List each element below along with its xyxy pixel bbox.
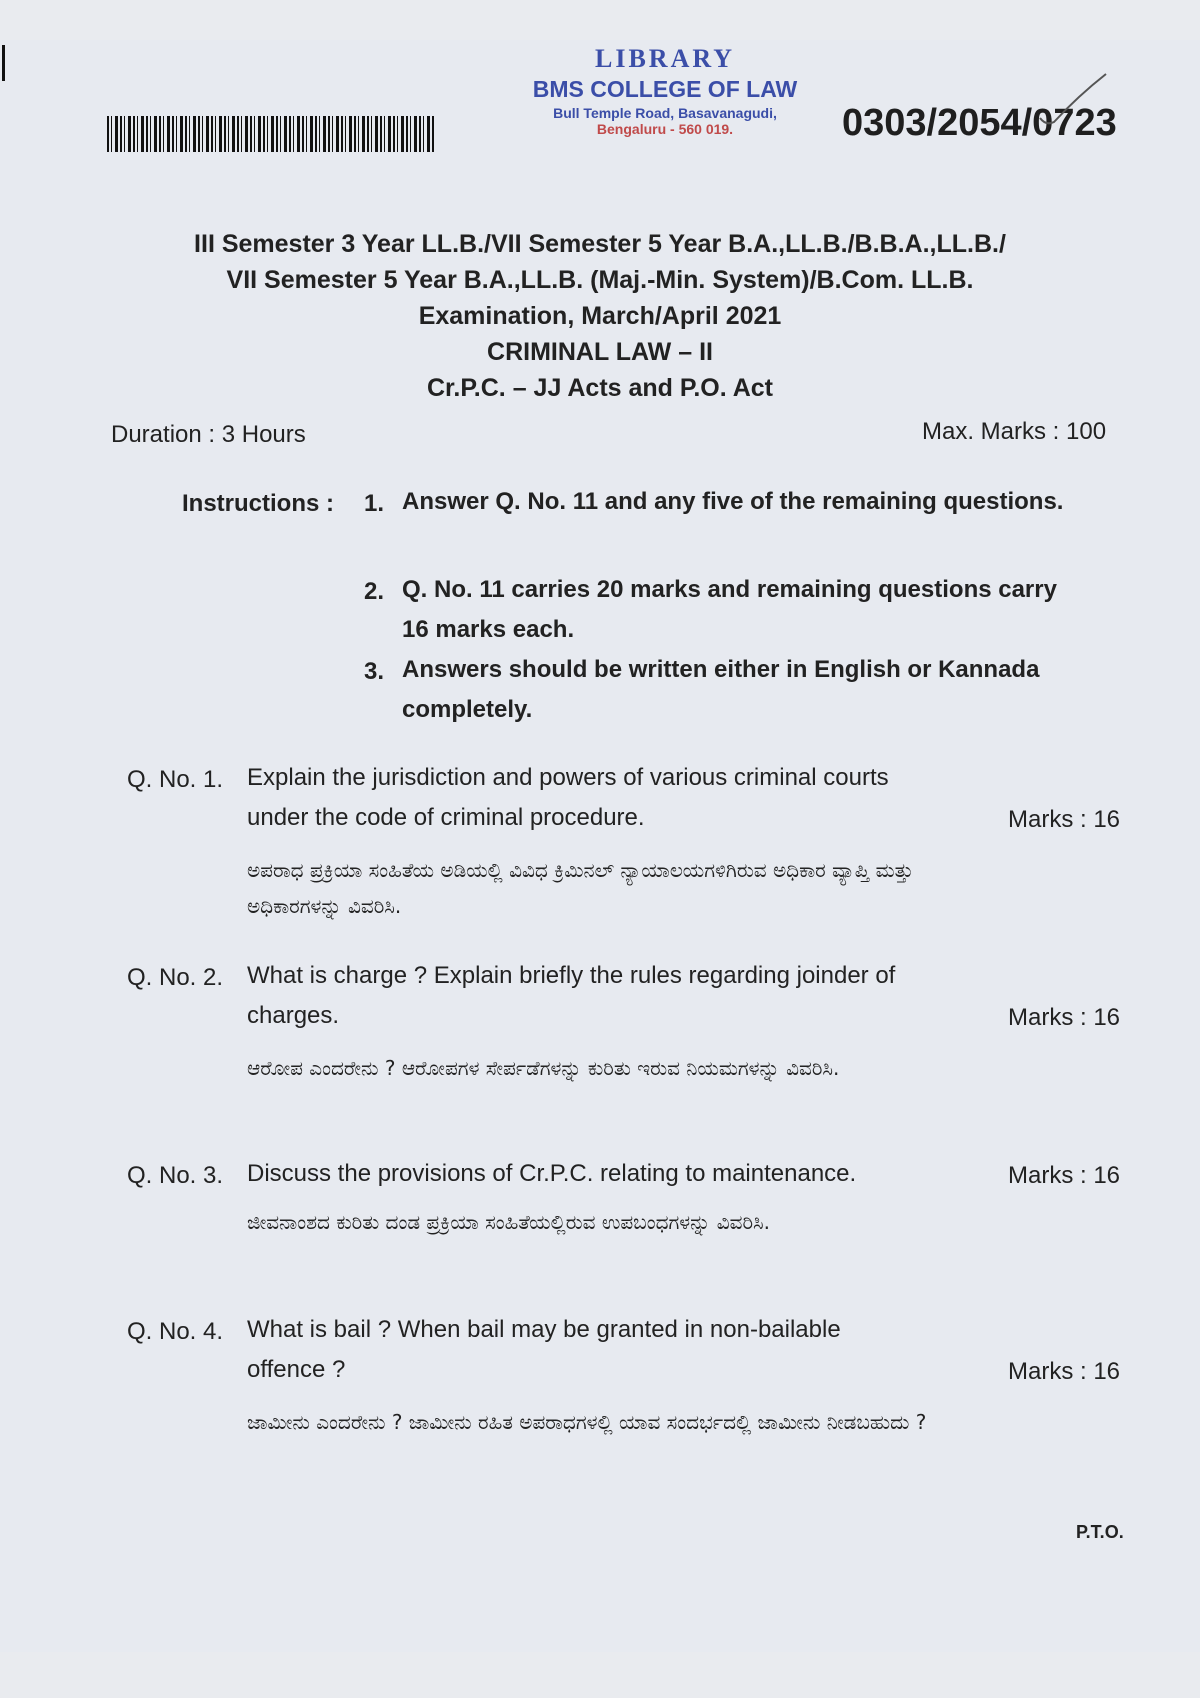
- question-4-line-1: What is bail ? When bail may be granted in non-bailable: [247, 1316, 841, 1343]
- library-stamp: [500, 44, 830, 137]
- instruction-1: [364, 490, 1084, 522]
- paper-code: 0303/2054/0723: [842, 102, 1117, 144]
- instructions-label: Instructions :: [182, 490, 335, 517]
- question-2-kannada: ಆರೋಪ ಎಂದರೇನು ? ಆರೋಪಗಳ ಸೇರ್ಪಡೆಗಳನ್ನು ಕುರಿತು ಇರುವ ನಿಯಮಗಳನ್ನು ವಿವರಿಸಿ.: [247, 1056, 840, 1080]
- question-2-label: Q. No. 2.: [127, 964, 224, 991]
- question-2-line-2: charges.: [247, 1002, 340, 1029]
- header-line-1: III Semester 3 Year LL.B./VII Semester 5 Year B.A.,LL.B./B.B.A.,LL.B./: [194, 230, 1006, 258]
- stamp-address-1: Bull Temple Road, Basavanagudi,: [553, 105, 777, 121]
- question-1-english: [247, 758, 1007, 838]
- instruction-text: Answer Q. No. 11 and any five of the remaining questions.: [402, 488, 1064, 515]
- tick-mark-icon: [1030, 70, 1110, 130]
- question-3-kannada: ಜೀವನಾಂಶದ ಕುರಿತು ದಂಡ ಪ್ರಕ್ರಿಯಾ ಸಂಹಿತೆಯಲ್ಲಿರುವ ಉಪಬಂಧಗಳನ್ನು ವಿವರಿಸಿ.: [247, 1210, 770, 1234]
- question-2-marks: Marks : 16: [1008, 1004, 1121, 1031]
- instruction-text: Answers should be written either in English or Kannada completely.: [402, 656, 1040, 723]
- instruction-text: Q. No. 11 carries 20 marks and remaining questions carry 16 marks each.: [402, 576, 1057, 643]
- header-line-2: VII Semester 5 Year B.A.,LL.B. (Maj.-Min. System)/B.Com. LL.B.: [226, 266, 974, 294]
- question-1-label: Q. No. 1.: [127, 766, 224, 793]
- instruction-3: [364, 658, 1084, 730]
- question-3-marks: Marks : 16: [1008, 1162, 1121, 1189]
- instruction-number: 3.: [364, 658, 385, 685]
- question-3-label: Q. No. 3.: [127, 1162, 224, 1189]
- pto: P.T.O.: [1076, 1522, 1124, 1542]
- header-line-3: Examination, March/April 2021: [418, 302, 782, 330]
- stamp-address-2: Bengaluru - 560 019.: [596, 121, 734, 137]
- instruction-2: [364, 578, 1084, 650]
- instruction-number: 1.: [364, 490, 385, 517]
- question-3-line-1: Discuss the provisions of Cr.P.C. relating to maintenance.: [247, 1160, 857, 1187]
- question-4-line-2: offence ?: [247, 1356, 346, 1383]
- question-1-marks: Marks : 16: [1008, 806, 1121, 833]
- question-1-line-2: under the code of criminal procedure.: [247, 804, 645, 831]
- question-4-marks: Marks : 16: [1008, 1358, 1121, 1385]
- question-1-line-1: Explain the jurisdiction and powers of various criminal courts: [247, 764, 889, 791]
- question-4-english: [247, 1310, 1007, 1390]
- max-marks: Max. Marks : 100: [922, 418, 1107, 445]
- question-4-label: Q. No. 4.: [127, 1318, 224, 1345]
- duration: Duration : 3 Hours: [111, 421, 306, 448]
- question-2-english: [247, 956, 1007, 1036]
- instruction-number: 2.: [364, 578, 385, 605]
- header-line-4: CRIMINAL LAW – II: [487, 338, 713, 366]
- question-4-kannada: ಜಾಮೀನು ಎಂದರೇನು ? ಜಾಮೀನು ರಹಿತ ಅಪರಾಧಗಳಲ್ಲಿ ಯಾವ ಸಂದರ್ಭದಲ್ಲಿ ಜಾಮೀನು ನೀಡಬಹುದು ?: [247, 1410, 927, 1434]
- question-2-line-1: What is charge ? Explain briefly the rules regarding joinder of: [247, 962, 896, 989]
- scan-edge-mark: [2, 45, 5, 81]
- question-3-english: [247, 1154, 1007, 1194]
- barcode: [107, 116, 435, 152]
- question-1-kannada: ಅಪರಾಧ ಪ್ರಕ್ರಿಯಾ ಸಂಹಿತೆಯ ಅಡಿಯಲ್ಲಿ ವಿವಿಧ ಕ್ರಿಮಿನಲ್ ನ್ಯಾಯಾಲಯಗಳಿಗಿರುವ ಅಧಿಕಾರ ವ್ಯಾಪ್ತಿ ಮತ್ತು ಅಧಿಕಾರಗಳನ್ನು ವಿವರಿಸಿ.: [247, 858, 914, 918]
- stamp-college: BMS COLLEGE OF LAW: [532, 76, 798, 102]
- header-line-5: Cr.P.C. – JJ Acts and P.O. Act: [427, 374, 773, 402]
- stamp-library: LIBRARY: [595, 44, 735, 73]
